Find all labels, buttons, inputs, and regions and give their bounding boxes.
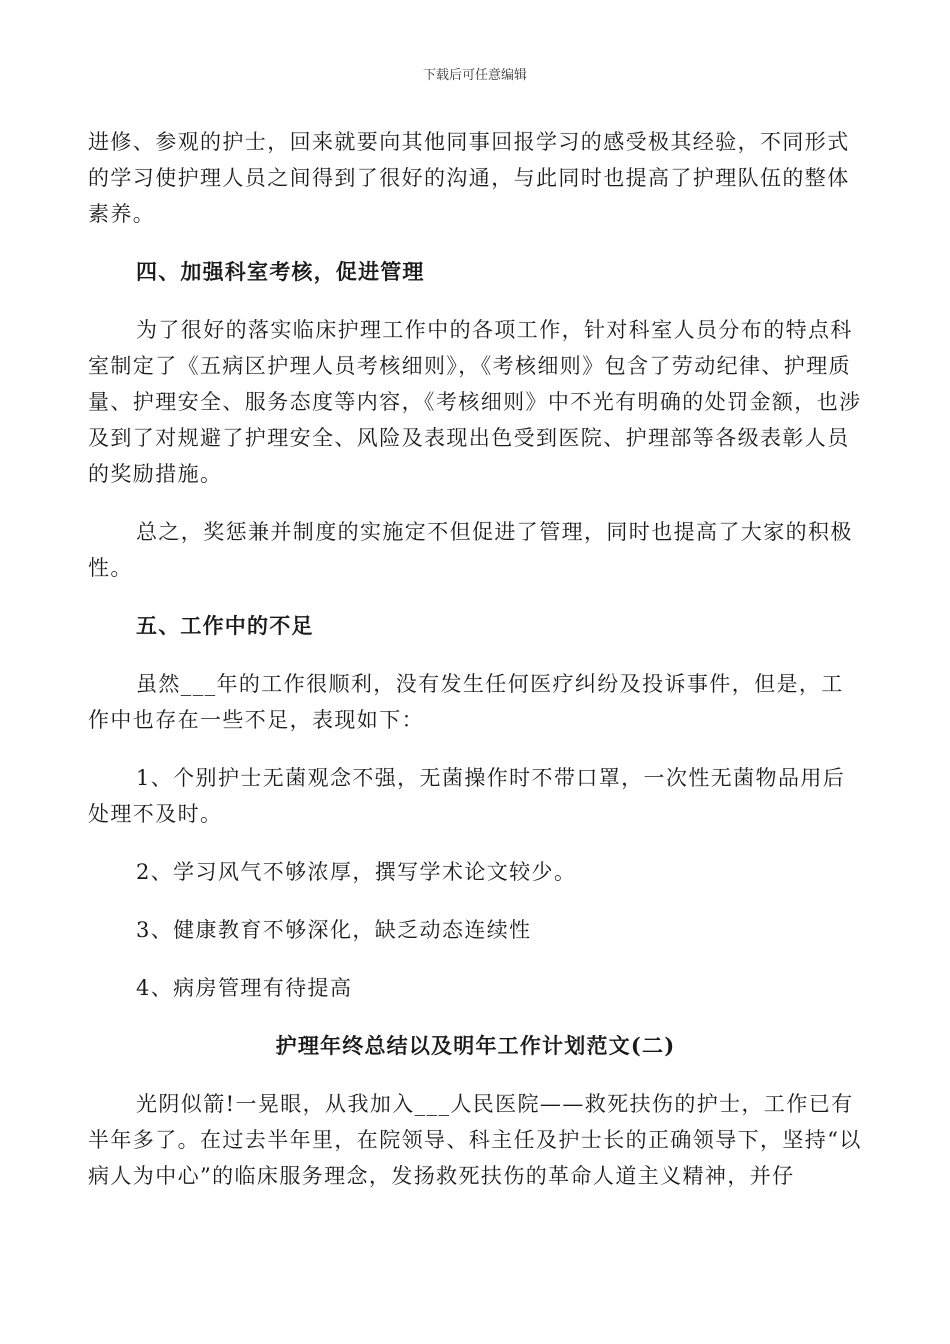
paragraph-assessment-rules: 为了很好的落实临床护理工作中的各项工作，针对科室人员分布的特点科室制定了《五病区护理人员考核细则》，《考核细则》包含了劳动纪律、护理质量、护理安全、服务态度等内容，《考核细则》中不光有明确的处罚金额，也涉及到了对规避了护理安全、风险及表现出色受到医院、护理部等各级表彰人员的奖励措施。 <box>88 318 862 486</box>
list-item-ward: 4、病房管理有待提高 <box>136 976 353 1000</box>
list-item-aseptic: 1、个别护士无菌观念不强，无菌操作时不带口罩，一次性无菌物品用后处理不及时。 <box>88 766 846 826</box>
list-item-study: 2、学习风气不够浓厚，撰写学术论文较少。 <box>136 860 577 884</box>
paragraph-summary-reward: 总之，奖惩兼并制度的实施定不但促进了管理，同时也提高了大家的积极性。 <box>88 520 853 580</box>
paragraph-training-exchange: 进修、参观的护士，回来就要向其他同事回报学习的感受极其经验，不同形式的学习使护理人员之间得到了很好的沟通，与此同时也提高了护理队伍的整体素养。 <box>88 130 850 226</box>
document-title-part-two: 护理年终总结以及明年工作计划范文(二) <box>275 1033 676 1058</box>
paragraph-shortcomings-intro: 虽然___年的工作很顺利，没有发生任何医疗纠纷及投诉事件，但是，工作中也存在一些不足，表现如下： <box>88 672 844 732</box>
page-header-note: 下载后可任意编辑 <box>422 68 527 83</box>
section-heading-assessment: 四、加强科室考核，促进管理 <box>136 259 425 284</box>
list-item-education: 3、健康教育不够深化，缺乏动态连续性 <box>136 918 532 942</box>
document-body <box>88 124 863 1194</box>
paragraph-part-two-intro: 光阴似箭!一晃眼，从我加入___人民医院——救死扶伤的护士，工作已有半年多了。在过去半年里，在院领导、科主任及护士长的正确领导下，坚持“以病人为中心”的临床服务理念，发扬救死扶伤的革命人道主义精神，并仔 <box>88 1092 862 1188</box>
section-heading-shortcomings: 五、工作中的不足 <box>136 613 314 638</box>
